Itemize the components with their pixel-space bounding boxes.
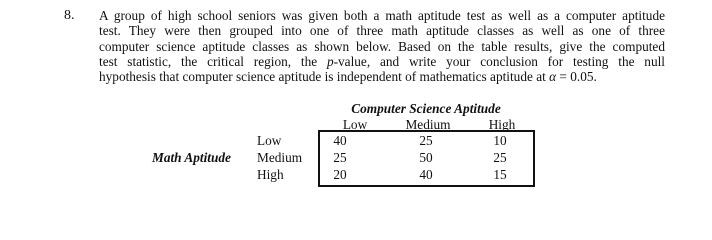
row-header-low: Low: [257, 133, 282, 148]
column-header-low: Low: [342, 117, 368, 132]
row-group-title: Math Aptitude: [152, 150, 231, 165]
p-symbol: p: [326, 53, 334, 69]
question-line-1: A group of high school seniors was given both a math aptitude test as well as a computer aptitude: [99, 8, 665, 23]
table-cell: 10: [493, 133, 507, 148]
question-line-5-end: = 0.05.: [556, 69, 597, 85]
question-line-4-end: -value, and write your conclusion for testing the null: [333, 53, 665, 69]
alpha-symbol: α: [549, 69, 557, 85]
question-number: 8.: [64, 8, 75, 23]
question-line-3: computer science aptitude classes as shown below. Based on the table results, give the computed: [99, 38, 665, 54]
question-line-4: [99, 54, 665, 69]
row-header-medium: Medium: [257, 150, 303, 165]
question-line-4-start: test statistic, the critical region, the: [99, 53, 327, 69]
table-cell: 20: [333, 167, 347, 182]
question-line-5: [99, 69, 665, 84]
table-cell: 40: [333, 133, 347, 148]
row-header-high: High: [257, 167, 284, 182]
table-cell: 50: [419, 150, 433, 165]
column-header-medium: Medium: [405, 117, 451, 132]
table-cell: 25: [419, 133, 433, 148]
question-text: [99, 8, 665, 84]
question-line-2: test. They were then grouped into one of three math aptitude classes as well as one of three: [99, 23, 665, 39]
table-cell: 15: [493, 167, 507, 182]
column-group-title: Computer Science Aptitude: [351, 101, 501, 116]
column-header-high: High: [488, 117, 516, 132]
table-cell: 25: [493, 150, 507, 165]
table-cell: 40: [419, 167, 433, 182]
question-line-5-start: hypothesis that computer science aptitude is independent of mathematics aptitude at: [99, 69, 550, 85]
table-cell: 25: [333, 150, 347, 165]
